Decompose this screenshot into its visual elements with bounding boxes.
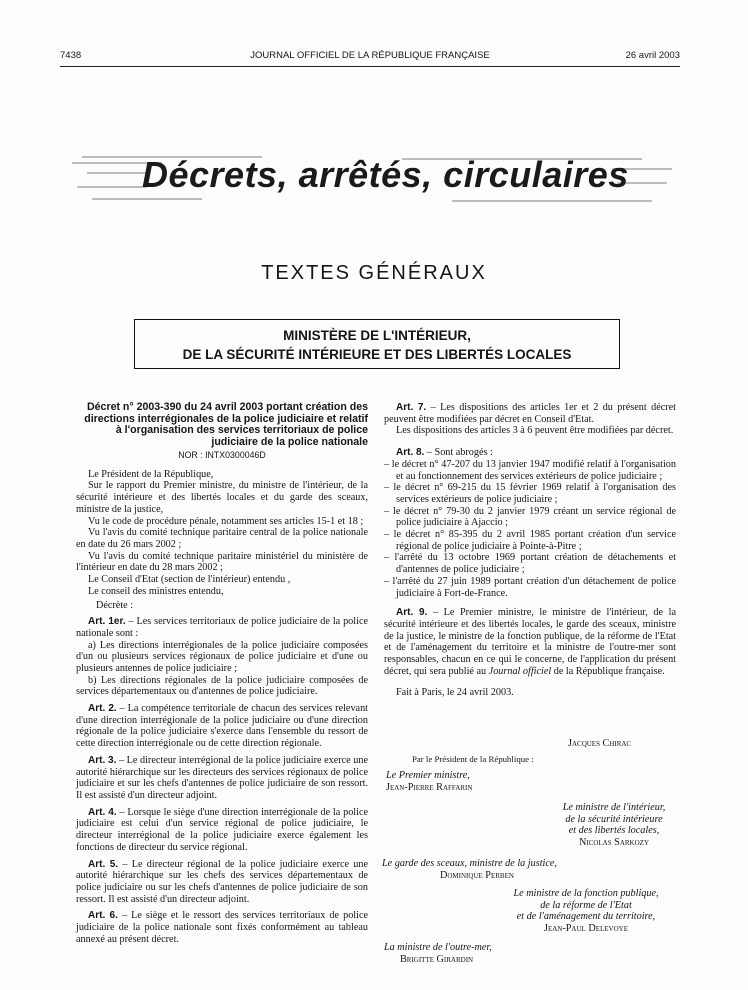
signatory-name: Nicolas Sarkozy: [578, 836, 649, 848]
signatory-name: Jean-Pierre Raffarin: [386, 781, 473, 793]
article-5: [76, 859, 368, 906]
article-text: – Les dispositions des articles 1er et 2 du présent décret peuvent être modifiées par décret en Conseil d'Etat.: [384, 402, 676, 425]
signatory-name: Brigitte Girardin: [400, 953, 474, 965]
page-number: 7438: [60, 50, 82, 61]
header-rule: [60, 66, 680, 67]
article-number: Art. 3.: [88, 754, 117, 766]
list-item: – l'arrêté du 27 juin 1989 portant création d'un détachement de police judiciaire à Fort-de-France.: [384, 575, 676, 599]
article-text: – Le directeur interrégional de la police judiciaire exerce une autorité hiérarchique sur les directeurs des services régionaux de police judiciaire et sur les chefs d'antennes de police judiciaire de son ressort. Il est assisté d'un directeur adjoint.: [76, 754, 368, 801]
signatory-title: Le Premier ministre,: [386, 770, 470, 781]
article-text: – Sont abrogés :: [424, 447, 493, 459]
president-signature: Jacques Chirac: [568, 738, 632, 749]
article-4: [76, 807, 368, 854]
journal-officiel-mention: Journal officiel: [488, 665, 552, 677]
done-at: Fait à Paris, le 24 avril 2003.: [396, 687, 514, 699]
signature-justice: [382, 858, 557, 881]
signatory-title: et de l'aménagement du territoire,: [516, 911, 656, 923]
list-item: – l'arrêté du 13 octobre 1969 portant création de détachements et d'antennes de police judiciaire ;: [384, 552, 676, 576]
issue-date: 26 avril 2003: [625, 50, 680, 61]
repealed-list: [384, 459, 676, 599]
visa-line: Vu l'avis du comité technique paritaire central de la police nationale en date du 26 mars 2002 ;: [76, 527, 368, 550]
running-header: [60, 50, 680, 64]
signatory-name: Dominique Perben: [440, 869, 514, 881]
signatory-title: La ministre de l'outre-mer,: [384, 942, 492, 953]
article-1-item-a: a) Les directions interrégionales de la police judiciaire composées d'un ou plusieurs services régionaux de police judiciaire et d'une ou plusieurs antennes de police judiciaire ;: [76, 639, 368, 674]
visa-line: Le conseil des ministres entendu,: [88, 585, 224, 597]
article-text: – Le siège et le ressort des services territoriaux de police judiciaire de la police nationale sont fixés conformément au tableau annexé au présent décret.: [76, 910, 369, 945]
banner-speckle: [452, 200, 652, 202]
right-column: [384, 402, 676, 704]
signatory-title: Le garde des sceaux, ministre de la justice,: [382, 858, 557, 869]
decree-title: Décret n° 2003-390 du 24 avril 2003 portant création des directions interrégionales de la police judiciaire et relatif à l'organisation des services territoriaux de police judiciaire de la police nationale: [84, 401, 368, 448]
article-7-para-2: Les dispositions des articles 3 à 6 peuvent être modifiées par décret.: [396, 425, 674, 437]
article-number: Art. 1er.: [88, 616, 126, 628]
banner-title: Décrets, arrêtés, circulaires: [142, 154, 629, 195]
article-8: [384, 447, 676, 459]
visa-line: Le Président de la République,: [88, 468, 214, 480]
article-number: Art. 2.: [88, 703, 117, 715]
nor-reference: NOR : INTX0300046D: [178, 450, 266, 460]
banner-speckle: [92, 198, 202, 200]
article-number: Art. 4.: [88, 806, 117, 818]
article-number: Art. 5.: [88, 858, 119, 870]
signatory-title: Le ministre de la fonction publique,: [513, 888, 659, 899]
article-number: Art. 8.: [396, 447, 425, 459]
signatory-title: de la sécurité intérieure: [565, 813, 663, 825]
ministry-heading: [134, 319, 620, 369]
article-7: [384, 402, 676, 425]
list-item: – le décret n° 47-207 du 13 janvier 1947 modifié relatif à l'organisation et au fonctionnement des services extérieurs de police judiciaire ;: [384, 458, 676, 482]
journal-title: JOURNAL OFFICIEL DE LA RÉPUBLIQUE FRANÇAISE: [250, 50, 490, 61]
article-9: [384, 607, 676, 677]
article-1: [76, 616, 368, 639]
article-text: – La compétence territoriale de chacun des services relevant d'une direction interrégionale de la police judiciaire ou d'une direction régionale de la police judiciaire s'exerce dans l'ensemble du ressort de cette direction interrégionale ou de cette direction régionale.: [76, 703, 368, 750]
signature-premier-ministre: [386, 770, 472, 793]
article-3: [76, 755, 368, 802]
decrete-line: Décrète :: [96, 600, 134, 612]
article-text: – Lorsque le siège d'une direction interrégionale de la police judiciaire est celui d'un service régional de police judiciaire, le directeur interrégional de la police judiciaire exerce également les fonctions de directeur du service régional.: [76, 806, 369, 853]
banner-speckle: [77, 186, 147, 188]
visa-line: Le Conseil d'Etat (section de l'intérieur) entendu ,: [88, 574, 291, 586]
article-number: Art. 6.: [88, 910, 118, 922]
par-le-president: Par le Président de la République :: [412, 754, 534, 764]
article-2: [76, 703, 368, 750]
visa-line: Vu le code de procédure pénale, notamment ses articles 15-1 et 18 ;: [88, 515, 364, 527]
article-6: [76, 910, 368, 945]
section-heading: TEXTES GÉNÉRAUX: [261, 262, 487, 284]
signatory-title: et des libertés locales,: [568, 825, 660, 837]
ministry-line-2: DE LA SÉCURITÉ INTÉRIEURE ET DES LIBERTÉS LOCALES: [182, 347, 572, 362]
visa-line: Vu l'avis du comité technique paritaire ministériel du ministère de l'intérieur en date du 28 mars 2002 ;: [76, 550, 368, 574]
signature-outre-mer: [384, 942, 492, 965]
signatory-title: de la réforme de l'Etat: [540, 899, 632, 911]
visa-line: Sur le rapport du Premier ministre, du ministre de l'intérieur, de la sécurité intérieure et des libertés locales et du garde des sceaux, ministre de la justice,: [76, 480, 368, 515]
list-item: – le décret n° 79-30 du 2 janvier 1979 créant un service régional de police judiciaire à Ajaccio ;: [384, 505, 676, 529]
section-banner: [72, 152, 672, 210]
list-item: – le décret n° 85-395 du 2 avril 1985 portant création d'un service régional de police judiciaire à Pointe-à-Pitre ;: [384, 529, 676, 552]
left-column: [76, 402, 368, 950]
article-number: Art. 7.: [396, 402, 427, 413]
article-number: Art. 9.: [396, 607, 428, 619]
article-text: de la République française.: [551, 665, 665, 677]
ministry-line-1: MINISTÈRE DE L'INTÉRIEUR,: [283, 328, 471, 343]
article-1-item-b: b) Les directions régionales de la police judiciaire composées de services départementaux ou d'antennes de police judiciaire.: [76, 674, 368, 698]
signatory-name: Jean-Paul Delevoye: [544, 922, 628, 934]
article-text: – Le Premier ministre, le ministre de l'intérieur, de la sécurité intérieure et des libertés locales, le garde des sceaux, ministre de la justice, le ministre de la fonction publique, de la réforme de l'Etat et de l'aménagement du territoire et la ministre de l'outre-mer sont responsables, chacun en ce qui le concerne, de l'application du présent décret, qui sera publié au: [384, 607, 676, 677]
article-text: – Le directeur régional de la police judiciaire exerce une autorité hiérarchique sur les chefs des services départementaux de police judiciaire ou sur les chefs d'antennes de police judiciaire de son ressort. Il est assisté d'un directeur adjoint.: [76, 858, 369, 905]
signature-interieur: [540, 802, 688, 848]
signatory-title: Le ministre de l'intérieur,: [562, 802, 666, 813]
banner-speckle: [87, 172, 147, 174]
article-text: – Les services territoriaux de police judiciaire de la police nationale sont :: [76, 616, 368, 639]
signature-fonction-publique: [496, 888, 676, 934]
list-item: – le décret n° 69-215 du 15 février 1969 relatif à l'organisation des services extérieurs de police judiciaire ;: [384, 482, 676, 505]
